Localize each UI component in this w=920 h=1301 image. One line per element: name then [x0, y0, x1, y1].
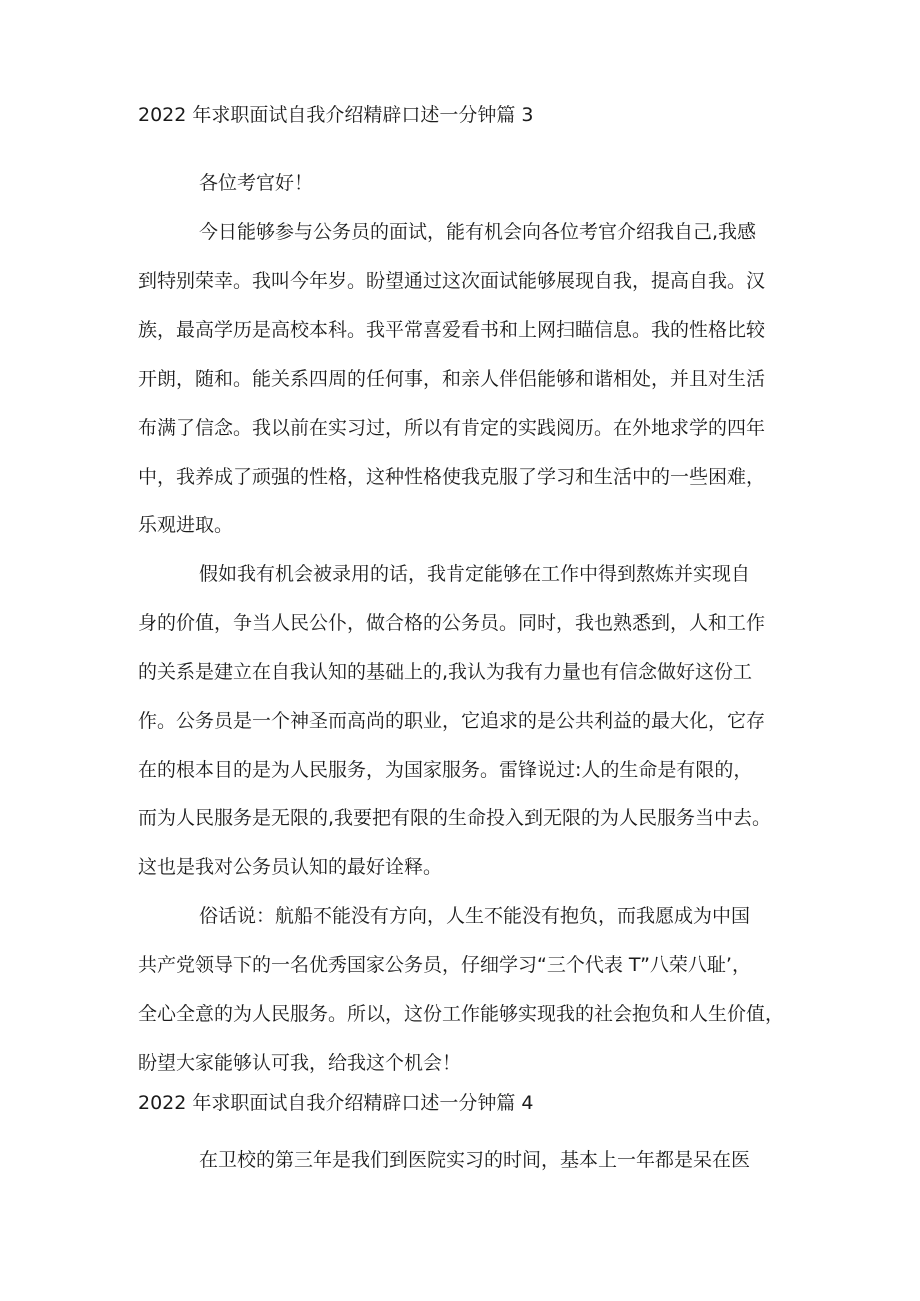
paragraph-line: 作。公务员是一个神圣而高尚的职业，它追求的是公共利益的最大化，它存	[138, 710, 766, 732]
paragraph-line: 的关系是建立在自我认知的基础上的,我认为我有力量也有信念做好这份工	[138, 661, 753, 683]
paragraph-line: 假如我有机会被录用的话，我肯定能够在工作中得到熬炼并实现自	[199, 563, 751, 585]
paragraph-line: 全心全意的为人民服务。所以，这份工作能够实现我的社会抱负和人生价值，	[138, 1003, 785, 1025]
paragraph-line: 这也是我对公务员认知的最好诠释。	[138, 856, 443, 878]
section-title-4: 2022 年求职面试自我介绍精辟口述一分钟篇 4	[138, 1092, 534, 1114]
paragraph-line: 中，我养成了顽强的性格，这种性格使我克服了学习和生活中的一些困难，	[138, 466, 766, 488]
paragraph-line: 俗话说：航船不能没有方向，人生不能没有抱负，而我愿成为中国	[199, 905, 751, 927]
paragraph-line: 族，最高学历是高校本科。我平常喜爱看书和上网扫瞄信息。我的性格比较	[138, 319, 766, 341]
section-title-3: 2022 年求职面试自我介绍精辟口述一分钟篇 3	[138, 104, 534, 126]
paragraph-line: 在的根本目的是为人民服务，为国家服务。雷锋说过:人的生命是有限的，	[138, 759, 753, 781]
greeting-line: 各位考官好！	[199, 172, 314, 194]
paragraph-line: 盼望大家能够认可我，给我这个机会！	[138, 1052, 462, 1074]
paragraph-line: 身的价值，争当人民公仆，做合格的公务员。同时，我也熟悉到，人和工作	[138, 612, 766, 634]
paragraph-line: 共产党领导下的一名优秀国家公务员，仔细学习“三个代表 T”八荣八耻’，	[138, 954, 751, 976]
paragraph-line: 布满了信念。我以前在实习过，所以有肯定的实践阅历。在外地求学的四年	[138, 417, 766, 439]
paragraph-line: 今日能够参与公务员的面试，能有机会向各位考官介绍我自己,我感	[199, 221, 757, 243]
paragraph-line: 到特别荣幸。我叫今年岁。盼望通过这次面试能够展现自我，提高自我。汉	[138, 270, 766, 292]
paragraph-line: 在卫校的第三年是我们到医院实习的时间，基本上一年都是呆在医	[199, 1149, 751, 1171]
paragraph-line: 而为人民服务是无限的,我要把有限的生命投入到无限的为人民服务当中去。	[138, 807, 772, 829]
paragraph-line: 乐观进取。	[138, 514, 234, 536]
paragraph-line: 开朗，随和。能关系四周的任何事，和亲人伴侣能够和谐相处，并且对生活	[138, 368, 766, 390]
